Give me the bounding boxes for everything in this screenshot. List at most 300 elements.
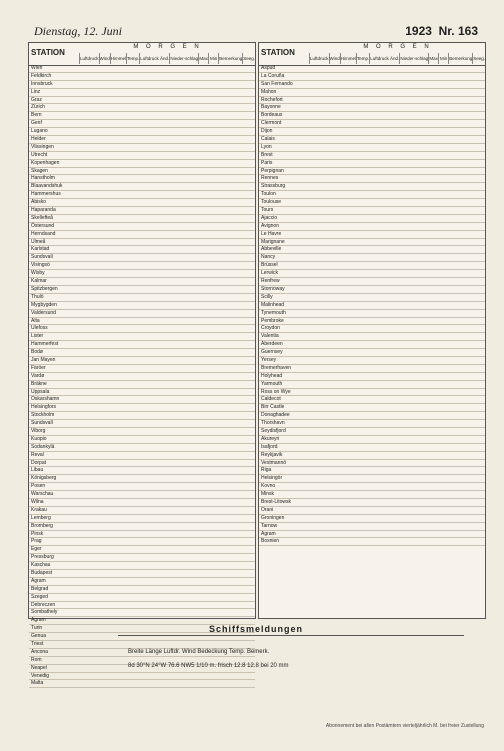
station-name: Visingsö xyxy=(31,262,50,269)
station-row xyxy=(29,120,255,128)
column-header: Himmel xyxy=(340,53,356,64)
station-name: Venedig xyxy=(31,672,50,679)
station-name: Scilly xyxy=(261,293,273,300)
station-row xyxy=(29,97,255,105)
station-name: Ross on Wye xyxy=(261,388,291,395)
station-name: Croydon xyxy=(261,325,280,332)
station-row xyxy=(29,475,255,483)
station-name: Vardø xyxy=(31,372,45,379)
station-name: Belgrad xyxy=(31,585,49,592)
station-row xyxy=(29,460,255,468)
column-header: Temp. xyxy=(356,53,369,64)
bulletin-number: Nr. 163 xyxy=(438,24,478,38)
station-row xyxy=(29,546,255,554)
station-name: Kopenhagen xyxy=(31,159,60,166)
station-name: Rom xyxy=(31,656,42,663)
right-rows xyxy=(259,65,485,618)
station-row xyxy=(29,420,255,428)
station-name: Sodankylä xyxy=(31,443,55,450)
station-row xyxy=(29,160,255,168)
station-name: Nancy xyxy=(261,254,276,261)
station-name: Helsingfors xyxy=(31,404,57,411)
station-row xyxy=(259,491,485,499)
station-name: Bräkne xyxy=(31,380,47,387)
station-name: Bosnien xyxy=(261,538,280,545)
station-name: Brüssel xyxy=(261,262,278,269)
station-name: Yersey xyxy=(261,356,277,363)
station-row xyxy=(259,357,485,365)
station-row xyxy=(29,562,255,570)
column-header: Wind xyxy=(99,53,110,64)
station-row xyxy=(259,144,485,152)
station-name: Reykjavik xyxy=(261,451,283,458)
station-name: Pembroke xyxy=(261,317,284,324)
station-row xyxy=(29,144,255,152)
station-name: Toulon xyxy=(261,191,276,198)
station-row xyxy=(29,412,255,420)
station-row xyxy=(29,404,255,412)
column-header: Bemerkung xyxy=(448,53,472,64)
station-row xyxy=(29,602,255,610)
bulletin-year-number xyxy=(405,24,478,38)
station-name: Donaghadee xyxy=(261,412,290,419)
station-row xyxy=(259,483,485,491)
station-name: Posen xyxy=(31,483,46,490)
station-column-header: STATION xyxy=(261,48,295,57)
station-row xyxy=(29,246,255,254)
station-name: Aberdeen xyxy=(261,341,283,348)
station-row xyxy=(259,136,485,144)
column-header: Luftdruck xyxy=(309,53,329,64)
station-row xyxy=(259,294,485,302)
bulletin-date: Dienstag, 12. Juni xyxy=(34,24,122,38)
station-name: Turin xyxy=(31,625,43,632)
left-table-header xyxy=(29,43,255,66)
station-row xyxy=(29,594,255,602)
station-row xyxy=(259,389,485,397)
station-name: Ulmeå xyxy=(31,238,46,245)
station-row xyxy=(259,199,485,207)
station-name: Riga xyxy=(261,467,272,474)
station-name: Haparanda xyxy=(31,207,56,214)
station-row xyxy=(259,262,485,270)
station-row xyxy=(259,302,485,310)
station-name: Minsk xyxy=(261,491,275,498)
column-header: Seeg. xyxy=(242,53,255,64)
station-name: Lugano xyxy=(31,128,48,135)
station-row xyxy=(29,333,255,341)
station-row xyxy=(29,444,255,452)
station-name: Malta xyxy=(31,680,44,687)
station-name: Mahon xyxy=(261,88,277,95)
ship-report-section xyxy=(28,621,484,711)
station-name: Pinsk xyxy=(31,530,44,537)
station-name: Neapel xyxy=(31,664,47,671)
station-name: Isafjord xyxy=(261,443,278,450)
station-row xyxy=(259,160,485,168)
station-row xyxy=(29,302,255,310)
morgen-label: M O R G E N xyxy=(133,44,202,50)
station-name: Tarnow xyxy=(261,522,278,529)
station-row xyxy=(259,475,485,483)
station-name: Helder xyxy=(31,136,46,143)
column-header: Max xyxy=(428,53,438,64)
station-name: Oskarshamn xyxy=(31,396,60,403)
station-name: Skellefteå xyxy=(31,214,53,221)
station-row xyxy=(259,97,485,105)
station-name: Uppsala xyxy=(31,388,50,395)
column-header: Seeg. xyxy=(472,53,485,64)
station-row xyxy=(29,515,255,523)
station-row xyxy=(259,223,485,231)
station-name: Dijon xyxy=(261,128,273,135)
station-row xyxy=(29,65,255,73)
station-row xyxy=(29,89,255,97)
station-name: Lister xyxy=(31,333,44,340)
station-name: Toulouse xyxy=(261,199,282,206)
column-headers xyxy=(79,53,255,64)
station-name: Perpignan xyxy=(261,167,284,174)
station-row xyxy=(259,325,485,333)
station-name: Wien xyxy=(31,65,43,71)
station-name: Libau xyxy=(31,467,44,474)
station-name: Vestmannö xyxy=(261,459,287,466)
station-name: Reval xyxy=(31,451,44,458)
station-name: Rochefort xyxy=(261,96,283,103)
station-name: Yarmouth xyxy=(261,380,283,387)
station-name: Valdersund xyxy=(31,309,56,316)
station-name: Prag xyxy=(31,538,42,545)
station-row xyxy=(29,373,255,381)
station-row xyxy=(29,452,255,460)
station-name: Szeged xyxy=(31,593,48,600)
station-column-header: STATION xyxy=(31,48,65,57)
station-row xyxy=(259,191,485,199)
station-row xyxy=(259,207,485,215)
station-row xyxy=(259,175,485,183)
column-header: Luftdruck xyxy=(79,53,99,64)
station-name: Avignon xyxy=(261,222,279,229)
station-name: Ancona xyxy=(31,648,48,655)
ship-report-title: Schiffsmeldungen xyxy=(208,624,303,634)
station-name: Tynemouth xyxy=(261,309,286,316)
station-row xyxy=(29,199,255,207)
station-row xyxy=(259,341,485,349)
station-name: Debreczen xyxy=(31,601,56,608)
station-row xyxy=(29,310,255,318)
column-headers xyxy=(309,53,485,64)
station-name: Zürich xyxy=(31,104,45,111)
station-name: San Fernando xyxy=(261,80,293,87)
station-row xyxy=(259,507,485,515)
station-row xyxy=(29,318,255,326)
station-row xyxy=(29,586,255,594)
station-row xyxy=(29,507,255,515)
ship-report-headings: Breite Länge Luftdr. Wind Bedeckung Temp. Bemerk. xyxy=(128,649,270,655)
station-row xyxy=(259,452,485,460)
station-row xyxy=(259,278,485,286)
station-row xyxy=(29,389,255,397)
station-name: Agram xyxy=(261,530,276,537)
station-name: Bayonne xyxy=(261,104,281,111)
station-name: Blaavandshuk xyxy=(31,183,63,190)
station-name: Hanstholm xyxy=(31,175,55,182)
station-name: Stornoway xyxy=(261,285,285,292)
station-row xyxy=(259,515,485,523)
station-row xyxy=(259,231,485,239)
station-row xyxy=(259,428,485,436)
station-row xyxy=(29,381,255,389)
station-row xyxy=(259,365,485,373)
station-row xyxy=(259,404,485,412)
station-row xyxy=(29,112,255,120)
station-row xyxy=(259,436,485,444)
station-name: Sombathely xyxy=(31,609,58,616)
station-row xyxy=(29,191,255,199)
station-name: Tours xyxy=(261,207,274,214)
station-row xyxy=(259,215,485,223)
station-row xyxy=(259,318,485,326)
station-row xyxy=(259,538,485,546)
station-row xyxy=(29,341,255,349)
station-row xyxy=(259,152,485,160)
station-name: Wilna xyxy=(31,498,44,505)
column-header: Bemerkung xyxy=(218,53,242,64)
station-name: Bordeaux xyxy=(261,112,283,119)
station-name: Färöer xyxy=(31,364,46,371)
column-header: Temp. xyxy=(126,53,139,64)
station-name: Spitzbergen xyxy=(31,285,58,292)
column-header: Max xyxy=(198,53,208,64)
station-name: Pressburg xyxy=(31,554,54,561)
station-row xyxy=(29,270,255,278)
station-name: Seydisfjord xyxy=(261,427,286,434)
station-name: Warschau xyxy=(31,491,54,498)
station-name: Utrecht xyxy=(31,151,48,158)
station-name: Budapest xyxy=(31,570,53,576)
station-name: Lemberg xyxy=(31,514,51,521)
station-row xyxy=(259,246,485,254)
station-row xyxy=(29,175,255,183)
station-name: Akureyri xyxy=(261,435,280,442)
station-name: Holyhead xyxy=(261,372,283,379)
station-name: Groningen xyxy=(261,514,285,521)
station-name: Renfrew xyxy=(261,278,280,285)
station-row xyxy=(259,104,485,112)
station-row xyxy=(29,570,255,578)
station-name: Sundsvall xyxy=(31,254,53,261)
station-name: Thorshavn xyxy=(261,420,285,427)
station-row xyxy=(29,531,255,539)
station-row xyxy=(29,286,255,294)
station-row xyxy=(29,168,255,176)
station-row xyxy=(29,215,255,223)
ship-report-divider xyxy=(118,635,464,636)
station-row xyxy=(259,531,485,539)
station-name: Strassburg xyxy=(261,183,286,190)
station-name: Königsberg xyxy=(31,475,57,482)
station-row xyxy=(29,152,255,160)
station-row xyxy=(29,396,255,404)
station-row xyxy=(259,112,485,120)
bulletin-footer: Abonnement bei allen Postämtern vierteljährlich M. bei freier Zustellung xyxy=(325,723,484,729)
station-row xyxy=(259,460,485,468)
station-name: Bern xyxy=(31,112,42,119)
column-header: Min xyxy=(208,53,218,64)
station-row xyxy=(259,128,485,136)
station-name: Guernsey xyxy=(261,349,283,356)
station-name: Brest-Litowsk xyxy=(261,498,292,505)
station-row xyxy=(29,428,255,436)
station-row xyxy=(259,333,485,341)
station-row xyxy=(29,483,255,491)
station-row xyxy=(29,499,255,507)
station-row xyxy=(29,365,255,373)
column-header: Himmel xyxy=(110,53,126,64)
station-name: Kovno xyxy=(261,483,276,490)
station-name: Eger xyxy=(31,546,42,553)
station-name: Bremerhaven xyxy=(261,364,292,371)
station-name: Agram xyxy=(31,617,46,624)
station-name: Graz xyxy=(31,96,42,103)
station-row xyxy=(259,89,485,97)
column-header: Luftdruck Änd. xyxy=(139,53,169,64)
station-name: Ulefoss xyxy=(31,325,48,332)
station-row xyxy=(259,73,485,81)
station-row xyxy=(259,523,485,531)
weather-bulletin-sheet xyxy=(28,18,484,728)
station-name: Aspud xyxy=(261,65,276,71)
station-name: Östersund xyxy=(31,222,55,229)
station-name: Triest xyxy=(31,641,44,648)
station-row xyxy=(29,609,255,617)
station-name: Wisby xyxy=(31,270,45,277)
station-row xyxy=(29,231,255,239)
station-name: Viborg xyxy=(31,427,46,434)
ship-report-entry: 8d 30°N 24°W 76.6 NW5 1/10 m. frisch 12.8 12.8 bei 20 mm xyxy=(128,663,289,669)
station-name: Vlissingen xyxy=(31,143,54,150)
station-row xyxy=(29,436,255,444)
station-row xyxy=(259,120,485,128)
station-name: Hammerfest xyxy=(31,341,59,348)
station-name: Lyon xyxy=(261,143,272,150)
station-name: Krakau xyxy=(31,506,47,513)
station-name: Abbeville xyxy=(261,246,282,253)
station-name: Karlstad xyxy=(31,246,50,253)
station-row xyxy=(259,310,485,318)
station-row xyxy=(259,444,485,452)
station-row xyxy=(29,136,255,144)
station-row xyxy=(259,254,485,262)
station-row xyxy=(29,325,255,333)
station-name: Kalmar xyxy=(31,278,47,285)
station-name: Skagen xyxy=(31,167,48,174)
bulletin-year: 1923 xyxy=(405,24,432,38)
station-name: Le Havre xyxy=(261,230,282,237)
station-name: Feldkirch xyxy=(31,72,52,79)
station-name: Clermont xyxy=(261,120,282,127)
station-row xyxy=(259,168,485,176)
station-row xyxy=(29,262,255,270)
station-row xyxy=(259,270,485,278)
column-header: Nieder-schlag xyxy=(169,53,198,64)
station-row xyxy=(29,254,255,262)
station-name: Thulö xyxy=(31,293,44,300)
station-name: Malinhead xyxy=(261,301,285,308)
station-row xyxy=(29,128,255,136)
station-row xyxy=(259,81,485,89)
station-name: Innsbruck xyxy=(31,80,53,87)
station-name: Jan Mayen xyxy=(31,356,56,363)
station-name: Abisko xyxy=(31,199,47,206)
station-row xyxy=(259,499,485,507)
station-name: Ajaccio xyxy=(261,214,278,221)
right-table-header xyxy=(259,43,485,66)
station-row xyxy=(29,578,255,586)
station-row xyxy=(29,491,255,499)
station-name: Lerwick xyxy=(261,270,278,277)
station-name: Marignane xyxy=(261,238,285,245)
station-row xyxy=(29,278,255,286)
station-name: Rennes xyxy=(261,175,279,182)
station-name: Valentia xyxy=(261,333,279,340)
station-row xyxy=(259,183,485,191)
station-name: Caldecot xyxy=(261,396,281,403)
station-name: Genf xyxy=(31,120,42,127)
station-name: Calais xyxy=(261,136,275,143)
station-name: Bodø xyxy=(31,349,43,356)
station-name: Bromberg xyxy=(31,522,53,529)
right-station-table xyxy=(258,42,486,619)
station-name: Brest xyxy=(261,151,273,158)
station-row xyxy=(29,467,255,475)
station-row xyxy=(29,294,255,302)
station-name: Helsingör xyxy=(261,475,283,482)
station-row xyxy=(259,420,485,428)
station-row xyxy=(259,349,485,357)
station-row xyxy=(29,357,255,365)
morgen-label: M O R G E N xyxy=(363,44,432,50)
station-row xyxy=(29,223,255,231)
station-row xyxy=(29,523,255,531)
station-name: Kuopio xyxy=(31,435,47,442)
station-row xyxy=(29,81,255,89)
column-header: Wind xyxy=(329,53,340,64)
station-row xyxy=(259,239,485,247)
station-name: Linz xyxy=(31,88,41,95)
station-name: Paris xyxy=(261,159,273,166)
station-name: Sundsvall xyxy=(31,420,53,427)
station-name: Mygbygden xyxy=(31,301,57,308)
station-name: Herndsand xyxy=(31,230,56,237)
station-row xyxy=(259,412,485,420)
station-name: Hammershus xyxy=(31,191,61,198)
station-name: Orani xyxy=(261,506,274,513)
station-row xyxy=(29,104,255,112)
station-row xyxy=(29,239,255,247)
station-row xyxy=(29,349,255,357)
bulletin-header xyxy=(28,18,484,42)
column-header: Min xyxy=(438,53,448,64)
station-row xyxy=(259,467,485,475)
station-name: Agram xyxy=(31,577,46,584)
column-header: Nieder-schlag xyxy=(399,53,428,64)
station-row xyxy=(259,286,485,294)
station-row xyxy=(29,183,255,191)
station-name: Birr Castle xyxy=(261,404,285,411)
station-name: Dorpat xyxy=(31,459,47,466)
station-row xyxy=(29,207,255,215)
